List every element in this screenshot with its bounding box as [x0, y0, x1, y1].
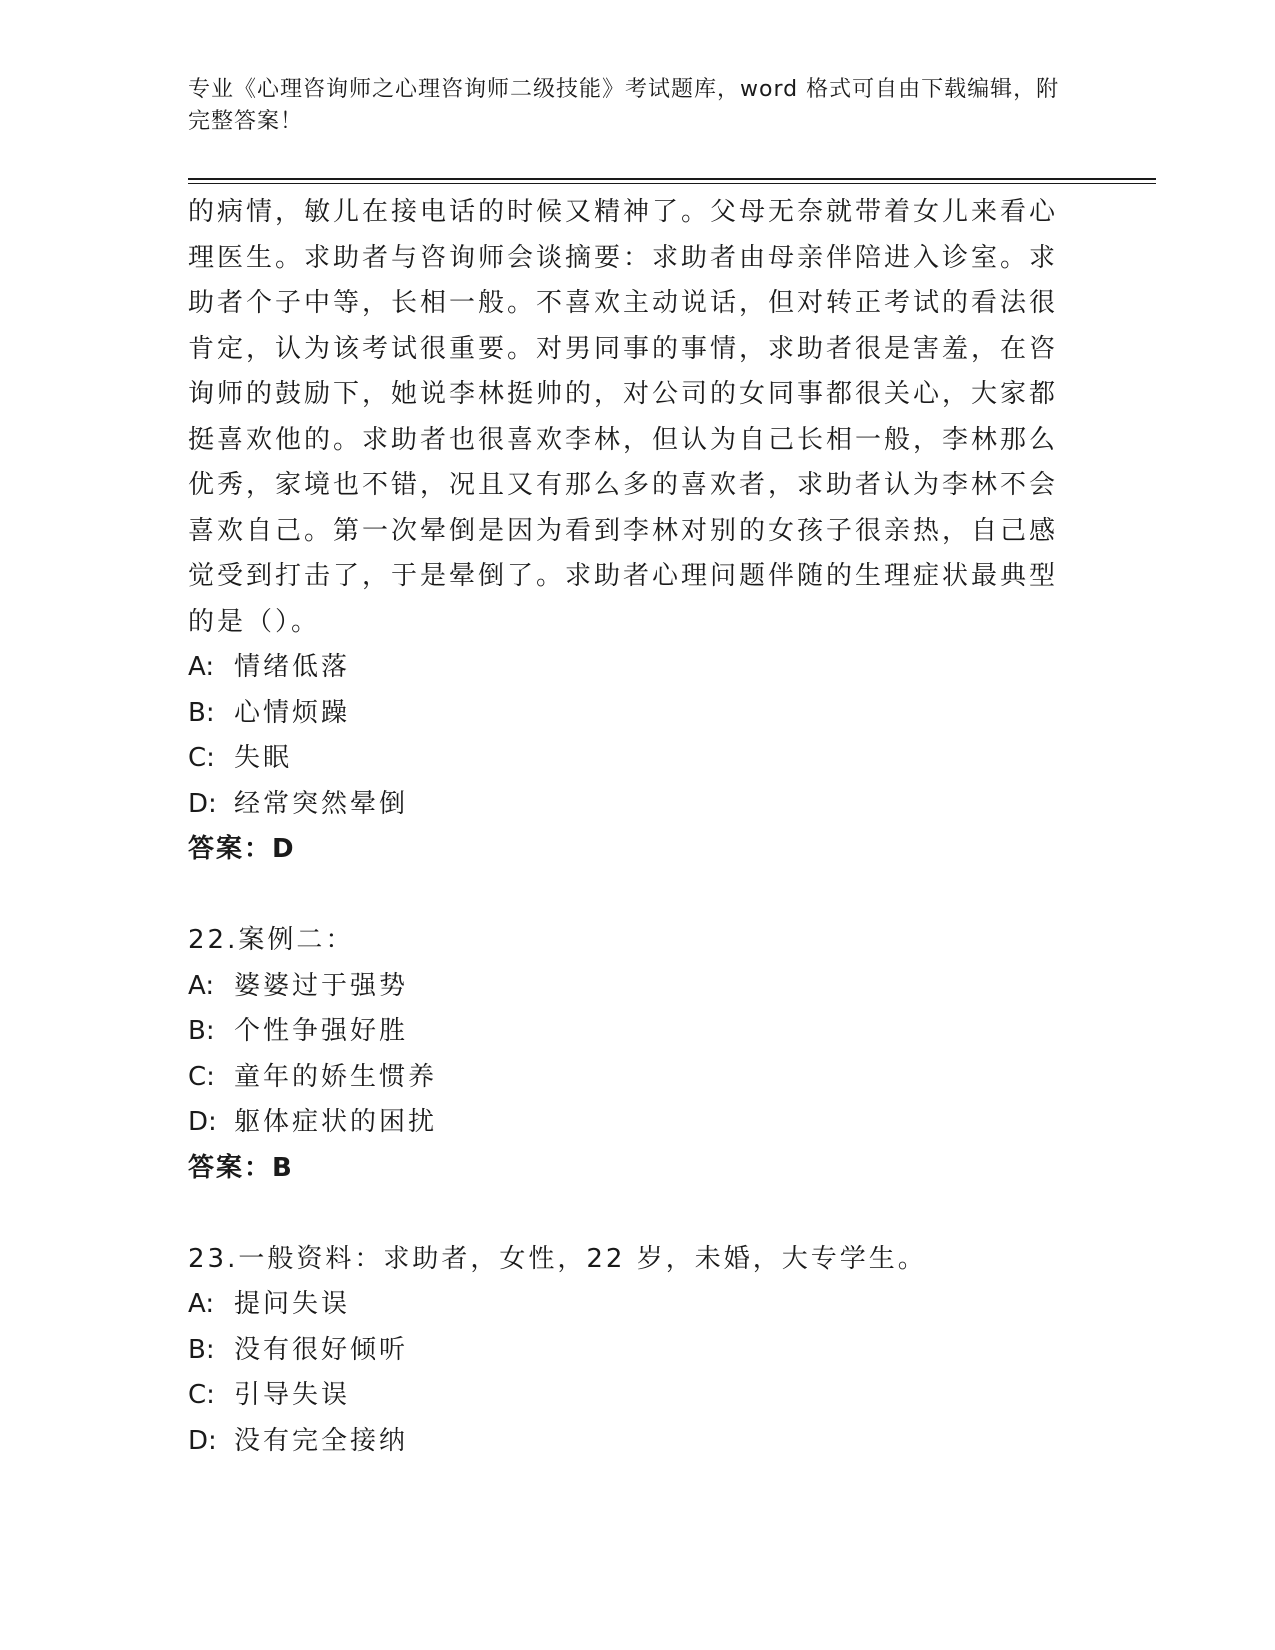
- option-label: C:: [188, 1061, 215, 1092]
- question-21: [188, 190, 1068, 873]
- answer-22: 答案：B: [188, 1152, 294, 1183]
- option-label: B:: [188, 697, 215, 728]
- stem-line: 肯定，认为该考试很重要。对男同事的事情，求助者很是害羞，在咨: [188, 333, 1059, 364]
- option-text: 婆婆过于强势: [234, 970, 409, 1001]
- option-text: 提问失误: [234, 1289, 351, 1319]
- option-c: [188, 1373, 1068, 1419]
- option-text: 心情烦躁: [234, 697, 351, 728]
- option-d: [188, 782, 1068, 828]
- stem-line: 助者个子中等，长相一般。不喜欢主动说话，但对转正考试的看法很: [188, 288, 1059, 318]
- option-text: 失眠: [234, 743, 293, 773]
- header-divider: [188, 178, 1156, 184]
- stem-line: 觉受到打击了，于是晕倒了。求助者心理问题伴随的生理症状最典型: [188, 561, 1059, 591]
- option-label: B:: [188, 1016, 215, 1046]
- option-label: A:: [188, 652, 215, 682]
- option-label: D:: [188, 1107, 217, 1137]
- option-label: A:: [188, 1289, 215, 1319]
- option-a: [188, 964, 1068, 1010]
- option-b: [188, 691, 1068, 737]
- question-23-stem: 23.一般资料：求助者，女性，22 岁，未婚，大专学生。: [188, 1243, 927, 1274]
- question-23: [188, 1237, 1068, 1465]
- option-a: [188, 645, 1068, 691]
- option-label: D:: [188, 788, 217, 819]
- stem-line: 理医生。求助者与咨询师会谈摘要：求助者由母亲伴陪进入诊室。求: [188, 242, 1059, 273]
- spacer: [188, 1191, 1068, 1237]
- option-text: 经常突然晕倒: [234, 788, 409, 819]
- stem-line: 的病情，敏儿在接电话的时候又精神了。父母无奈就带着女儿来看心: [188, 197, 1059, 227]
- option-c: [188, 1055, 1068, 1101]
- spacer: [188, 873, 1068, 919]
- stem-line: 喜欢自己。第一次晕倒是因为看到李林对别的女孩子很亲热，自己感: [188, 515, 1059, 546]
- option-label: A:: [188, 970, 215, 1001]
- option-text: 情绪低落: [234, 652, 351, 682]
- option-label: C:: [188, 743, 215, 773]
- option-label: C:: [188, 1380, 215, 1410]
- option-text: 没有很好倾听: [234, 1334, 409, 1365]
- option-d: [188, 1419, 1068, 1465]
- option-c: [188, 736, 1068, 782]
- question-22: [188, 918, 1068, 1191]
- option-a: [188, 1282, 1068, 1328]
- option-text: 引导失误: [234, 1380, 351, 1410]
- stem-line: 的是（）。: [188, 606, 321, 637]
- option-label: B:: [188, 1334, 215, 1365]
- option-label: D:: [188, 1425, 217, 1456]
- document-body: [188, 190, 1068, 1464]
- option-text: 童年的娇生惯养: [234, 1061, 438, 1092]
- page-header: 专业《心理咨询师之心理咨询师二级技能》考试题库，word 格式可自由下载编辑，附完整答案！: [188, 77, 1060, 134]
- option-text: 没有完全接纳: [234, 1425, 409, 1456]
- answer-21: 答案：D: [188, 834, 296, 864]
- option-b: [188, 1009, 1068, 1055]
- option-d: [188, 1100, 1068, 1146]
- question-22-stem: 22.案例二：: [188, 925, 355, 955]
- option-b: [188, 1328, 1068, 1374]
- stem-line: 挺喜欢他的。求助者也很喜欢李林，但认为自己长相一般，李林那么: [188, 424, 1059, 455]
- option-text: 躯体症状的困扰: [234, 1107, 438, 1137]
- stem-line: 优秀，家境也不错，况且又有那么多的喜欢者，求助者认为李林不会: [188, 470, 1059, 500]
- option-text: 个性争强好胜: [234, 1016, 409, 1046]
- stem-line: 询师的鼓励下，她说李林挺帅的，对公司的女同事都很关心，大家都: [188, 379, 1059, 409]
- question-21-stem: [188, 190, 1068, 645]
